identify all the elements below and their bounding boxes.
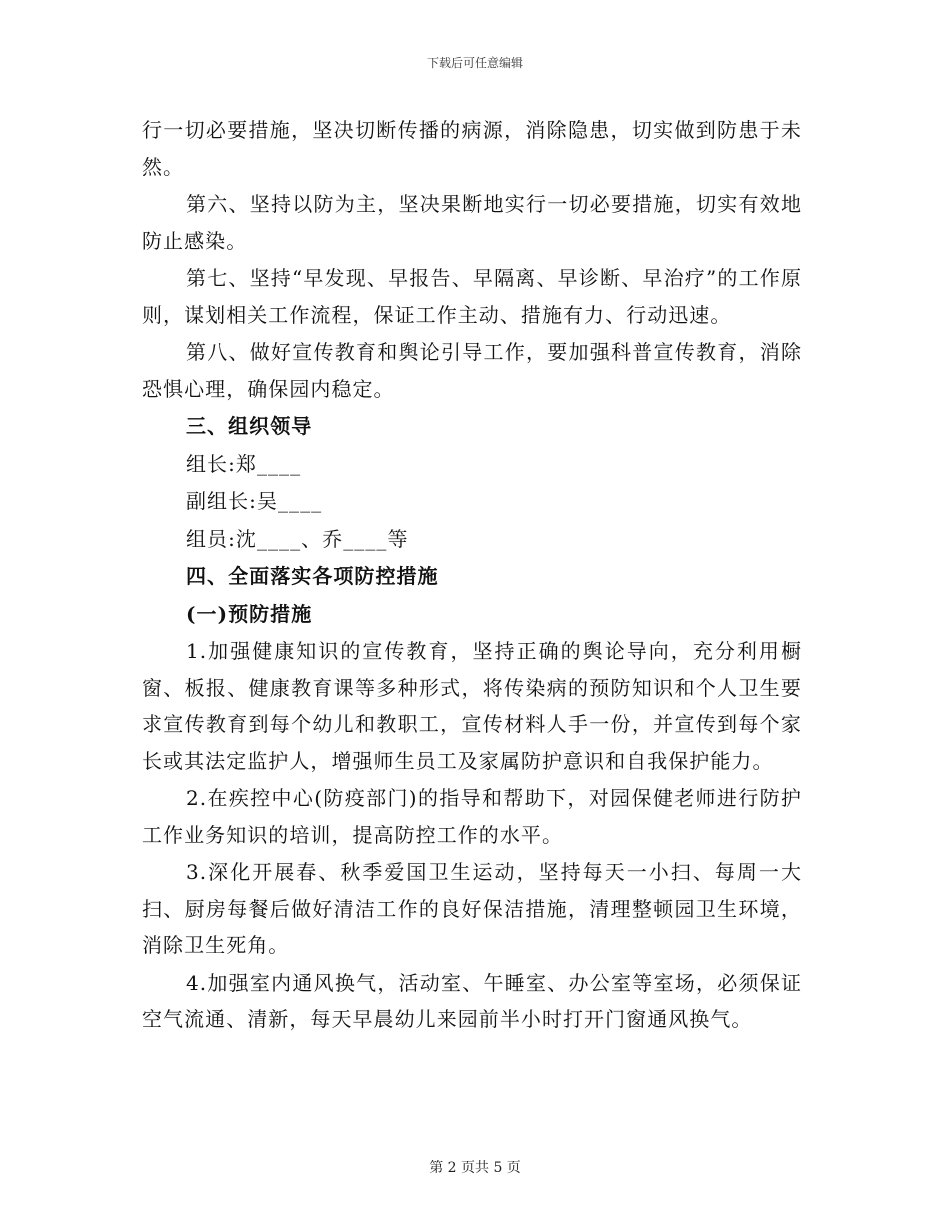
team-members-line: 组员:沈____、乔____等 — [186, 526, 409, 551]
page-footer: 第 2 页共 5 页 — [429, 1160, 521, 1176]
team-leader-line: 组长:郑____ — [186, 451, 302, 476]
paragraph-item-6: 第六、坚持以防为主，坚决果断地实行一切必要措施，切实有效地防止感染。 — [142, 192, 802, 253]
document-body — [142, 112, 802, 1038]
measure-item-2: 2.在疾控中心(防疫部门)的指导和帮助下，对园保健老师进行防护工作业务知识的培训，提高防控工作的水平。 — [142, 786, 802, 847]
paragraph-item-8: 第八、做好宣传教育和舆论引导工作，要加强科普宣传教育，消除恐惧心理，确保园内稳定。 — [142, 340, 802, 401]
deputy-leader-line: 副组长:吴____ — [186, 489, 323, 513]
measure-item-1: 1.加强健康知识的宣传教育，坚持正确的舆论导向，充分利用橱窗、板报、健康教育课等多种形式，将传染病的预防知识和个人卫生要求宣传教育到每个幼儿和教职工，宣传材料人手一份，并宣传到每个家长或其法定监护人，增强师生员工及家属防护意识和自我保护能力。 — [142, 639, 802, 773]
subsection-heading-prevention: (一)预防措施 — [186, 601, 313, 626]
paragraph-continuation: 行一切必要措施，坚决切断传播的病源，消除隐患，切实做到防患于未然。 — [142, 118, 802, 179]
measure-item-4: 4.加强室内通风换气，活动室、午睡室、办公室等室场，必须保证空气流通、清新，每天早晨幼儿来园前半小时打开门窗通风换气。 — [142, 970, 802, 1031]
section-heading-organization: 三、组织领导 — [186, 414, 313, 438]
measure-item-3: 3.深化开展春、秋季爱国卫生运动，坚持每天一小扫、每周一大扫、厨房每餐后做好清洁工作的良好保洁措施，清理整顿园卫生环境，消除卫生死角。 — [142, 860, 802, 957]
page-header: 下载后可任意编辑 — [426, 56, 523, 70]
section-heading-measures: 四、全面落实各项防控措施 — [186, 564, 439, 588]
paragraph-item-7: 第七、坚持“早发现、早报告、早隔离、早诊断、早治疗”的工作原则，谋划相关工作流程，保证工作主动、措施有力、行动迅速。 — [142, 266, 802, 327]
